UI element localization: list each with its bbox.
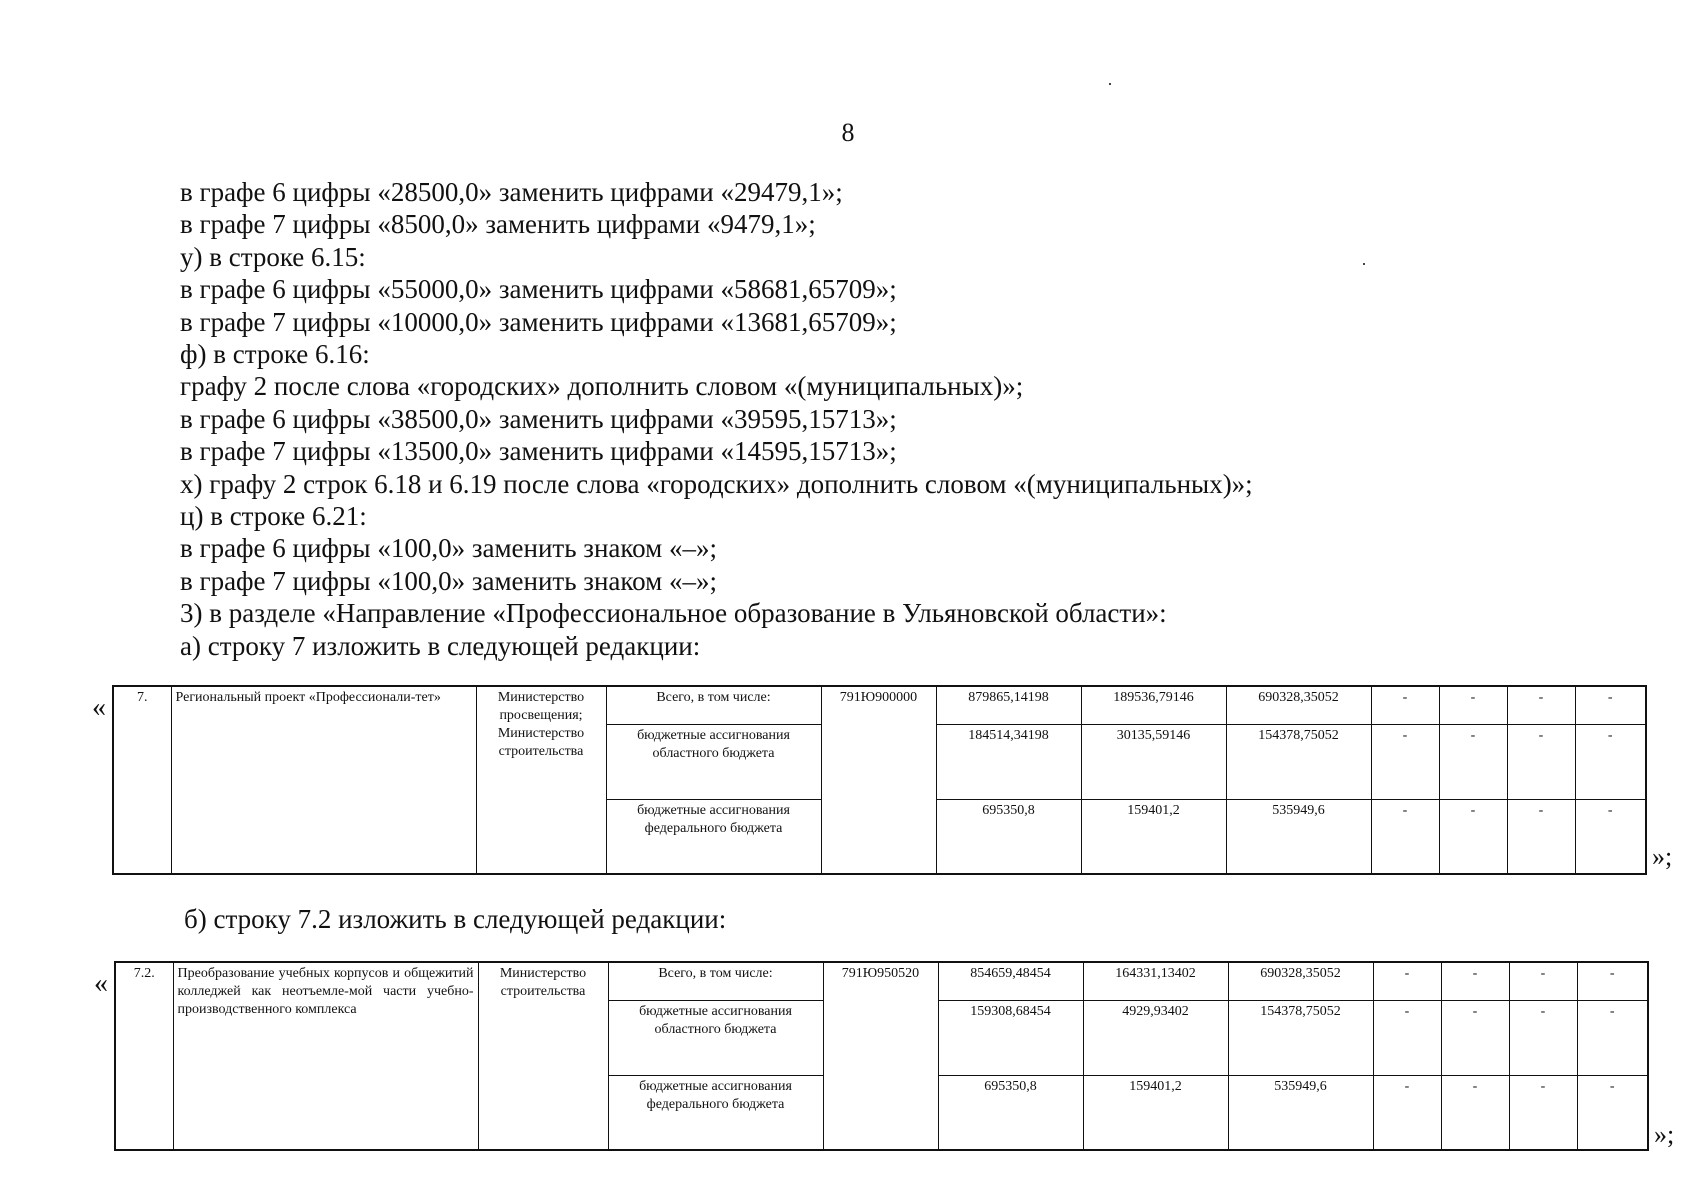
dash-cell: - bbox=[1439, 686, 1507, 724]
dash-cell: - bbox=[1439, 799, 1507, 874]
dash-cell: - bbox=[1371, 686, 1439, 724]
paragraph: а) строку 7 изложить в следующей редакции: bbox=[180, 630, 701, 661]
paragraph: в графе 6 цифры «28500,0» заменить цифрами «29479,1»; bbox=[180, 177, 843, 207]
dash-cell: - bbox=[1509, 1000, 1577, 1075]
paragraph: ф) в строке 6.16: bbox=[180, 339, 370, 370]
dash-cell: - bbox=[1577, 1075, 1648, 1150]
budget-row-table-7 bbox=[112, 685, 1647, 875]
value-year-1: 189536,79146 bbox=[1081, 686, 1226, 724]
budget-code: 791Ю950520 bbox=[823, 962, 938, 1150]
paragraph: графу 2 после слова «городских» дополнить словом «(муниципальных)»; bbox=[180, 371, 1024, 402]
dash-cell: - bbox=[1371, 724, 1439, 799]
closing-quote: »; bbox=[1652, 842, 1673, 871]
paragraph: в графе 6 цифры «38500,0» заменить цифрами «39595,15713»; bbox=[180, 403, 897, 434]
dash-cell: - bbox=[1373, 962, 1441, 1000]
funding-source: бюджетные ассигнования федерального бюджета bbox=[608, 1075, 823, 1150]
value-year-2: 690328,35052 bbox=[1226, 686, 1371, 724]
page-number: 8 bbox=[841, 118, 855, 147]
opening-quote: « bbox=[92, 692, 106, 723]
value-year-2: 154378,75052 bbox=[1228, 1000, 1373, 1075]
dash-cell: - bbox=[1575, 724, 1646, 799]
paragraph: в графе 7 цифры «100,0» заменить знаком «–»; bbox=[180, 565, 717, 596]
value-total: 854659,48454 bbox=[938, 962, 1083, 1000]
paragraph: в графе 6 цифры «55000,0» заменить цифрами «58681,65709»; bbox=[180, 274, 897, 305]
dash-cell: - bbox=[1577, 962, 1648, 1000]
value-total: 159308,68454 bbox=[938, 1000, 1083, 1075]
dash-cell: - bbox=[1507, 799, 1575, 874]
executor-cell: Министерство просвещения; Министерство строительства bbox=[476, 686, 606, 874]
value-total: 695350,8 bbox=[936, 799, 1081, 874]
dash-cell: - bbox=[1373, 1075, 1441, 1150]
paragraph: ц) в строке 6.21: bbox=[180, 501, 367, 532]
dash-cell: - bbox=[1575, 686, 1646, 724]
value-total: 695350,8 bbox=[938, 1075, 1083, 1150]
dash-cell: - bbox=[1507, 724, 1575, 799]
row-number: 7. bbox=[113, 686, 171, 874]
paragraph: у) в строке 6.15: bbox=[180, 241, 366, 272]
sub-heading-b: б) строку 7.2 изложить в следующей редакции: bbox=[184, 904, 727, 934]
paragraph: в графе 6 цифры «100,0» заменить знаком «–»; bbox=[180, 533, 717, 564]
dash-cell: - bbox=[1441, 1075, 1509, 1150]
project-name: Региональный проект «Профессионали-тет» bbox=[171, 686, 476, 874]
project-name: Преобразование учебных корпусов и общежитий колледжей как неотъемле-мой части учебно-производственного комплекса bbox=[173, 962, 478, 1150]
paragraph: в графе 7 цифры «8500,0» заменить цифрами «9479,1»; bbox=[180, 209, 816, 240]
value-year-1: 164331,13402 bbox=[1083, 962, 1228, 1000]
dash-cell: - bbox=[1507, 686, 1575, 724]
executor-cell: Министерство строительства bbox=[478, 962, 608, 1150]
dash-cell: - bbox=[1439, 724, 1507, 799]
dash-cell: - bbox=[1509, 1075, 1577, 1150]
value-year-2: 690328,35052 bbox=[1228, 962, 1373, 1000]
paragraph: в графе 7 цифры «10000,0» заменить цифрами «13681,65709»; bbox=[180, 306, 897, 337]
value-total: 879865,14198 bbox=[936, 686, 1081, 724]
dash-cell: - bbox=[1575, 799, 1646, 874]
funding-source: Всего, в том числе: bbox=[606, 686, 821, 724]
budget-row-table-7-2 bbox=[114, 961, 1649, 1151]
scan-speck bbox=[1363, 263, 1365, 265]
dash-cell: - bbox=[1441, 1000, 1509, 1075]
value-year-2: 535949,6 bbox=[1226, 799, 1371, 874]
dash-cell: - bbox=[1371, 799, 1439, 874]
value-total: 184514,34198 bbox=[936, 724, 1081, 799]
value-year-1: 159401,2 bbox=[1081, 799, 1226, 874]
amendment-text bbox=[180, 176, 1253, 662]
funding-source: бюджетные ассигнования областного бюджета bbox=[606, 724, 821, 799]
funding-source: бюджетные ассигнования федерального бюджета bbox=[606, 799, 821, 874]
value-year-2: 535949,6 bbox=[1228, 1075, 1373, 1150]
closing-quote: »; bbox=[1654, 1120, 1675, 1149]
value-year-1: 4929,93402 bbox=[1083, 1000, 1228, 1075]
scan-speck bbox=[1109, 83, 1111, 85]
value-year-2: 154378,75052 bbox=[1226, 724, 1371, 799]
value-year-1: 30135,59146 bbox=[1081, 724, 1226, 799]
dash-cell: - bbox=[1441, 962, 1509, 1000]
dash-cell: - bbox=[1509, 962, 1577, 1000]
dash-cell: - bbox=[1577, 1000, 1648, 1075]
opening-quote: « bbox=[94, 968, 108, 999]
funding-source: Всего, в том числе: bbox=[608, 962, 823, 1000]
paragraph: х) графу 2 строк 6.18 и 6.19 после слова «городских» дополнить словом «(муниципальных)»; bbox=[180, 468, 1253, 499]
paragraph: в графе 7 цифры «13500,0» заменить цифрами «14595,15713»; bbox=[180, 436, 897, 467]
row-number: 7.2. bbox=[115, 962, 173, 1150]
value-year-1: 159401,2 bbox=[1083, 1075, 1228, 1150]
paragraph: 3) в разделе «Направление «Профессиональное образование в Ульяновской области»: bbox=[180, 598, 1167, 629]
funding-source: бюджетные ассигнования областного бюджета bbox=[608, 1000, 823, 1075]
dash-cell: - bbox=[1373, 1000, 1441, 1075]
budget-code: 791Ю900000 bbox=[821, 686, 936, 874]
